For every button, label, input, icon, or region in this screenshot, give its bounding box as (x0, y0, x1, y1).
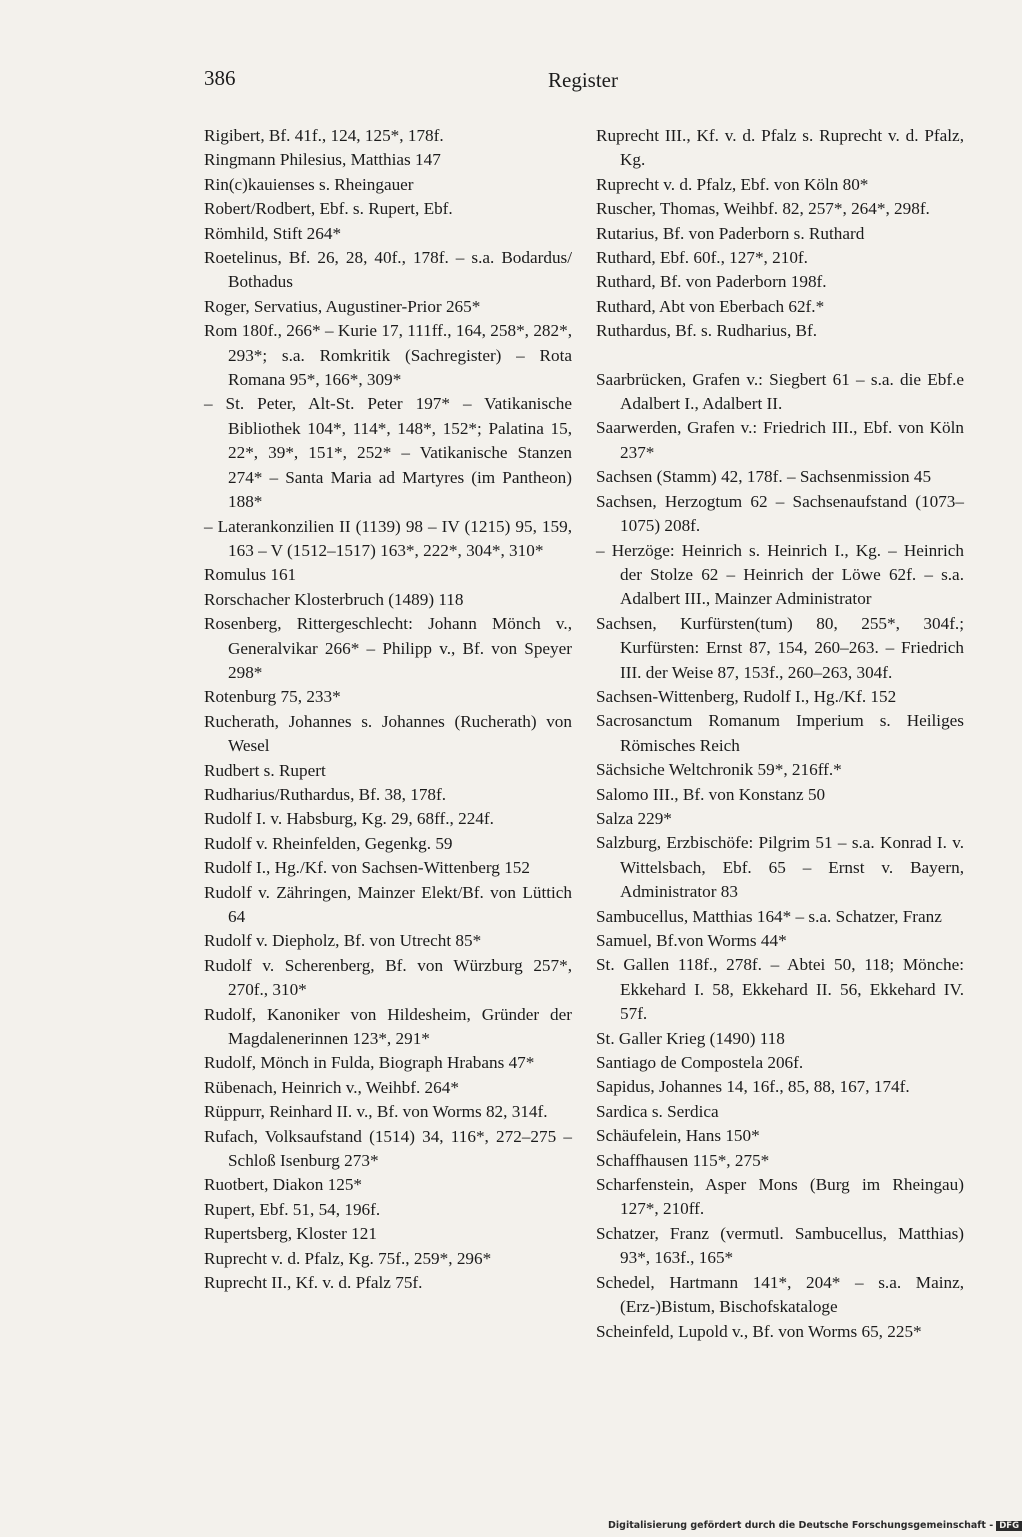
index-entry: Rotenburg 75, 233* (204, 687, 341, 707)
index-entry: Rigibert, Bf. 41f., 124, 125*, 178f. (204, 126, 444, 145)
index-entry: Ruthardus, Bf. s. Rudharius, Bf. (596, 321, 818, 341)
index-entry: Roetelinus, Bf. 26, 28, 40f., 178f. – s.a. Bodardus/ Bothadus (204, 248, 572, 292)
index-entry: Roger, Servatius, Augustiner-Prior 265* (204, 296, 481, 316)
index-entry: Sächsiche Weltchronik 59*, 216ff.* (596, 760, 842, 780)
index-entry: Rudolf I., Hg./Kf. von Sachsen-Wittenberg 152 (204, 858, 530, 878)
index-entry: Rucherath, Johannes s. Johannes (Rucherath) von Wesel (204, 711, 572, 756)
index-entry: Ruprecht III., Kf. v. d. Pfalz s. Ruprecht v. d. Pfalz, Kg. (596, 126, 964, 170)
index-entry: Romulus 161 (204, 565, 297, 585)
index-entry: – St. Peter, Alt-St. Peter 197* – Vatikanische Bibliothek 104*, 114*, 148*, 152*; Palatina 15, 22*, 39*, 151*, 252* – Vatikanische Stanzen 274* – Santa Maria ad Martyres (im Pantheon) 188* (204, 394, 572, 512)
index-entry: Rudolf v. Zähringen, Mainzer Elekt/Bf. von Lüttich 64 (204, 882, 572, 926)
index-entry: Robert/Rodbert, Ebf. s. Rupert, Ebf. (204, 199, 453, 219)
index-entry: Rudolf, Kanoniker von Hildesheim, Gründer der Magdalenerinnen 123*, 291* (204, 1004, 572, 1049)
index-entry: Rupertsberg, Kloster 121 (204, 1224, 377, 1244)
index-entry: Rosenberg, Rittergeschlecht: Johann Mönch v., Generalvikar 266* – Philipp v., Bf. von Speyer 298* (204, 614, 572, 682)
index-entry: Ringmann Philesius, Matthias 147 (204, 150, 441, 170)
index-entry: Scheinfeld, Lupold v., Bf. von Worms 65, 225* (596, 1321, 922, 1341)
index-entry: Sardica s. Serdica (596, 1101, 719, 1121)
index-entry: Rorschacher Klosterbruch (1489) 118 (204, 589, 464, 609)
index-entry: Sambucellus, Matthias 164* – s.a. Schatzer, Franz (596, 906, 942, 926)
index-entry: Sapidus, Johannes 14, 16f., 85, 88, 167, 174f. (596, 1077, 910, 1097)
index-column-left (204, 124, 572, 1296)
index-entry: Scharfenstein, Asper Mons (Burg im Rheingau) 127*, 210ff. (596, 1175, 964, 1219)
index-entry: Rudolf v. Diepholz, Bf. von Utrecht 85* (204, 931, 482, 951)
index-entry: Saarbrücken, Grafen v.: Siegbert 61 – s.a. die Ebf.e Adalbert I., Adalbert II. (596, 369, 964, 414)
index-entry: Santiago de Compostela 206f. (596, 1053, 804, 1073)
page-number: 386 (204, 66, 236, 90)
letter-break (596, 344, 964, 368)
index-entry: Schaffhausen 115*, 275* (596, 1150, 770, 1170)
index-entry: Rüppurr, Reinhard II. v., Bf. von Worms 82, 314f. (204, 1102, 548, 1122)
index-entry: Rudharius/Ruthardus, Bf. 38, 178f. (204, 784, 447, 804)
index-entry: Ruprecht v. d. Pfalz, Kg. 75f., 259*, 296* (204, 1248, 492, 1268)
index-entry: Rübenach, Heinrich v., Weihbf. 264* (204, 1077, 459, 1097)
footer-credit (608, 1520, 1022, 1531)
index-entry: Rudolf v. Scherenberg, Bf. von Würzburg 257*, 270f., 310* (204, 955, 572, 1000)
index-entry: Ruscher, Thomas, Weihbf. 82, 257*, 264*, 298f. (596, 199, 930, 219)
dfg-logo: DFG (996, 1521, 1022, 1531)
index-entry: – Laterankonzilien II (1139) 98 – IV (1215) 95, 159, 163 – V (1512–1517) 163*, 222*, 304*, 310* (204, 516, 572, 560)
index-entry: Salza 229* (596, 808, 672, 828)
index-entry: St. Gallen 118f., 278f. – Abtei 50, 118; Mönche: Ekkehard I. 58, Ekkehard II. 56, Ekkehard IV. 57f. (596, 955, 964, 1024)
index-entry: Ruthard, Bf. von Paderborn 198f. (596, 272, 827, 292)
index-entry: Rudolf I. v. Habsburg, Kg. 29, 68ff., 224f. (204, 809, 494, 829)
index-entry: Ruprecht II., Kf. v. d. Pfalz 75f. (204, 1273, 423, 1293)
index-entry: Römhild, Stift 264* (204, 223, 342, 243)
index-entry: Sachsen-Wittenberg, Rudolf I., Hg./Kf. 152 (596, 686, 897, 706)
index-entry: Rutarius, Bf. von Paderborn s. Ruthard (596, 223, 865, 243)
index-entry: Salomo III., Bf. von Konstanz 50 (596, 784, 826, 804)
index-entry: Ruprecht v. d. Pfalz, Ebf. von Köln 80* (596, 174, 869, 194)
index-entry: Schäufelein, Hans 150* (596, 1126, 760, 1146)
running-head: Register (548, 68, 618, 92)
index-entry: Rufach, Volksaufstand (1514) 34, 116*, 272–275 – Schloß Isenburg 273* (204, 1126, 572, 1171)
index-entry: Ruthard, Abt von Eberbach 62f.* (596, 296, 825, 316)
index-entry: Rudolf, Mönch in Fulda, Biograph Hrabans 47* (204, 1053, 535, 1073)
index-entry: Rom 180f., 266* – Kurie 17, 111ff., 164, 258*, 282*, 293*; s.a. Romkritik (Sachregister) – Rota Romana 95*, 166*, 309* (204, 321, 572, 390)
index-entry: St. Galler Krieg (1490) 118 (596, 1028, 785, 1048)
index-entry: Rupert, Ebf. 51, 54, 196f. (204, 1199, 381, 1219)
index-entry: Schatzer, Franz (vermutl. Sambucellus, Matthias) 93*, 163f., 165* (596, 1223, 964, 1268)
index-entry: Ruotbert, Diakon 125* (204, 1175, 363, 1195)
index-entry: Sachsen, Kurfürsten(tum) 80, 255*, 304f.; Kurfürsten: Ernst 87, 154, 260–263. – Friedrich III. der Weise 87, 153f., 260–263, 304f. (596, 613, 964, 682)
index-entry: Salzburg, Erzbischöfe: Pilgrim 51 – s.a. Konrad I. v. Wittelsbach, Ebf. 65 – Ernst v. Bayern, Administrator 83 (596, 833, 964, 902)
index-entry: Rudolf v. Rheinfelden, Gegenkg. 59 (204, 833, 453, 853)
index-column-right (596, 124, 964, 1344)
index-entry: Rin(c)kauienses s. Rheingauer (204, 174, 414, 194)
index-entry: – Herzöge: Heinrich s. Heinrich I., Kg. – Heinrich der Stolze 62 – Heinrich der Löwe 62f. – s.a. Adalbert III., Mainzer Administrator (596, 540, 964, 609)
index-entry: Schedel, Hartmann 141*, 204* – s.a. Mainz, (Erz-)Bistum, Bischofskataloge (596, 1272, 964, 1317)
index-entry: Sachsen, Herzogtum 62 – Sachsenaufstand (1073–1075) 208f. (596, 491, 964, 536)
index-entry: Samuel, Bf.von Worms 44* (596, 931, 787, 950)
footer-text: Digitalisierung gefördert durch die Deutsche Forschungsgemeinschaft - (608, 1520, 994, 1531)
index-entry: Saarwerden, Grafen v.: Friedrich III., Ebf. von Köln 237* (596, 418, 964, 462)
index-entry: Sacrosanctum Romanum Imperium s. Heiliges Römisches Reich (596, 711, 964, 755)
index-entry: Rudbert s. Rupert (204, 760, 326, 780)
index-entry: Ruthard, Ebf. 60f., 127*, 210f. (596, 248, 808, 268)
index-entry: Sachsen (Stamm) 42, 178f. – Sachsenmission 45 (596, 467, 932, 487)
